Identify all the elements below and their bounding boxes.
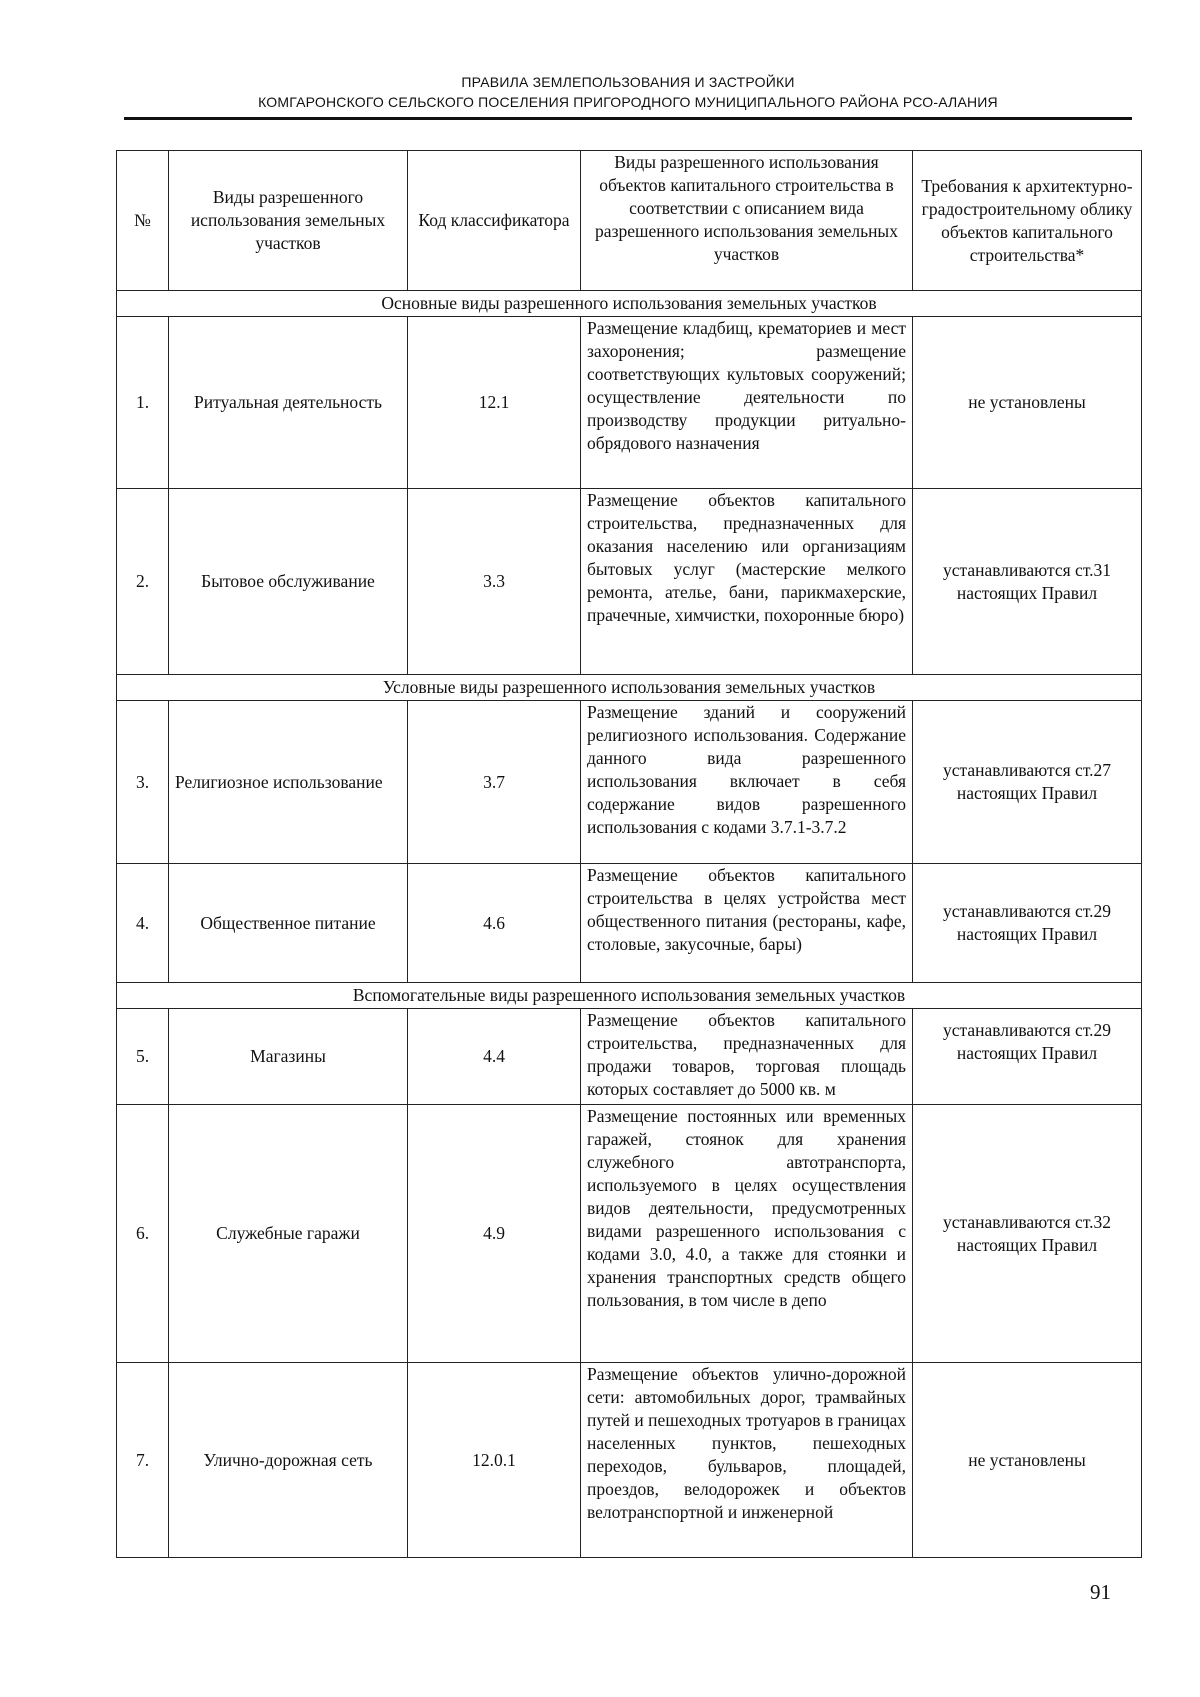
header-divider bbox=[124, 117, 1132, 120]
table-row bbox=[117, 489, 1142, 675]
header-title: ПРАВИЛА ЗЕМЛЕПОЛЬЗОВАНИЯ И ЗАСТРОЙКИ bbox=[461, 74, 795, 90]
table-row bbox=[117, 1105, 1142, 1363]
row-description: Размещение постоянных или временных гаражей, стоянок для хранения служебного автотранспорта, используемого в целях осуществления видов деятельности, предусмотренных видами разрешенного использования с кодами 3.0, 4.0, а также для стоянки и хранения транспортных средств общего пользования, в том числе в депо bbox=[581, 1105, 913, 1363]
section-title: Основные виды разрешенного использования земельных участков bbox=[117, 291, 1142, 317]
section-row-auxiliary bbox=[117, 983, 1142, 1009]
row-number: 5. bbox=[117, 1009, 169, 1105]
row-use-type: Бытовое обслуживание bbox=[169, 489, 408, 675]
column-header-use-type: Виды разрешенного использования земельных участков bbox=[169, 151, 408, 291]
row-code: 3.7 bbox=[408, 701, 581, 864]
column-header-code: Код классификатора bbox=[408, 151, 581, 291]
row-description: Размещение кладбищ, крематориев и мест захоронения; размещение соответствующих культовых сооружений; осуществление деятельности по производству продукции ритуально-обрядового назначения bbox=[581, 317, 913, 489]
row-number: 3. bbox=[117, 701, 169, 864]
row-code: 4.4 bbox=[408, 1009, 581, 1105]
row-number: 6. bbox=[117, 1105, 169, 1363]
column-header-number: № bbox=[117, 151, 169, 291]
header-subtitle: КОМГАРОНСКОГО СЕЛЬСКОГО ПОСЕЛЕНИЯ ПРИГОРОДНОГО МУНИЦИПАЛЬНОГО РАЙОНА РСО-АЛАНИЯ bbox=[258, 94, 998, 110]
row-use-type: Ритуальная деятельность bbox=[169, 317, 408, 489]
column-header-description: Виды разрешенного использования объектов капитального строительства в соответствии с описанием вида разрешенного использования земельных участков bbox=[581, 151, 913, 291]
row-requirements: устанавливаются ст.27 настоящих Правил bbox=[913, 701, 1142, 864]
document-header bbox=[124, 72, 1132, 112]
table-row bbox=[117, 864, 1142, 983]
row-use-type: Служебные гаражи bbox=[169, 1105, 408, 1363]
row-requirements: устанавливаются ст.29 настоящих Правил bbox=[913, 1009, 1142, 1105]
table-row bbox=[117, 1009, 1142, 1105]
page-number: 91 bbox=[1090, 1580, 1111, 1604]
row-code: 4.6 bbox=[408, 864, 581, 983]
row-description: Размещение объектов капитального строительства, предназначенных для продажи товаров, торговая площадь которых составляет до 5000 кв. м bbox=[581, 1009, 913, 1105]
row-number: 7. bbox=[117, 1363, 169, 1558]
row-use-type: Религиозное использование bbox=[169, 701, 408, 864]
row-number: 4. bbox=[117, 864, 169, 983]
table-row bbox=[117, 1363, 1142, 1558]
table-row bbox=[117, 317, 1142, 489]
row-use-type: Общественное питание bbox=[169, 864, 408, 983]
row-code: 12.0.1 bbox=[408, 1363, 581, 1558]
section-title: Вспомогательные виды разрешенного использования земельных участков bbox=[117, 983, 1142, 1009]
row-description: Размещение объектов капитального строительства, предназначенных для оказания населению или организациям бытовых услуг (мастерские мелкого ремонта, ателье, бани, парикмахерские, прачечные, химчистки, похоронные бюро) bbox=[581, 489, 913, 675]
table-header-row bbox=[117, 151, 1142, 291]
row-use-type: Магазины bbox=[169, 1009, 408, 1105]
row-code: 4.9 bbox=[408, 1105, 581, 1363]
row-requirements: не установлены bbox=[913, 1363, 1142, 1558]
row-description: Размещение объектов капитального строительства в целях устройства мест общественного питания (рестораны, кафе, столовые, закусочные, бары) bbox=[581, 864, 913, 983]
row-description: Размещение объектов улично-дорожной сети: автомобильных дорог, трамвайных путей и пешеходных тротуаров в границах населенных пунктов, пешеходных переходов, бульваров, площадей, проездов, велодорожек и объектов велотранспортной и инженерной bbox=[581, 1363, 913, 1558]
section-row-main bbox=[117, 291, 1142, 317]
row-number: 2. bbox=[117, 489, 169, 675]
row-description: Размещение зданий и сооружений религиозного использования. Содержание данного вида разрешенного использования включает в себя содержание видов разрешенного использования с кодами 3.7.1-3.7.2 bbox=[581, 701, 913, 864]
land-use-table bbox=[116, 150, 1142, 1558]
row-requirements: не установлены bbox=[913, 317, 1142, 489]
row-requirements: устанавливаются ст.32 настоящих Правил bbox=[913, 1105, 1142, 1363]
row-requirements: устанавливаются ст.29 настоящих Правил bbox=[913, 864, 1142, 983]
row-code: 3.3 bbox=[408, 489, 581, 675]
row-number: 1. bbox=[117, 317, 169, 489]
row-use-type: Улично-дорожная сеть bbox=[169, 1363, 408, 1558]
section-title: Условные виды разрешенного использования земельных участков bbox=[117, 675, 1142, 701]
column-header-requirements: Требования к архитектурно-градостроительному облику объектов капитального строительства* bbox=[913, 151, 1142, 291]
row-code: 12.1 bbox=[408, 317, 581, 489]
row-requirements: устанавливаются ст.31 настоящих Правил bbox=[913, 489, 1142, 675]
table-row bbox=[117, 701, 1142, 864]
section-row-conditional bbox=[117, 675, 1142, 701]
